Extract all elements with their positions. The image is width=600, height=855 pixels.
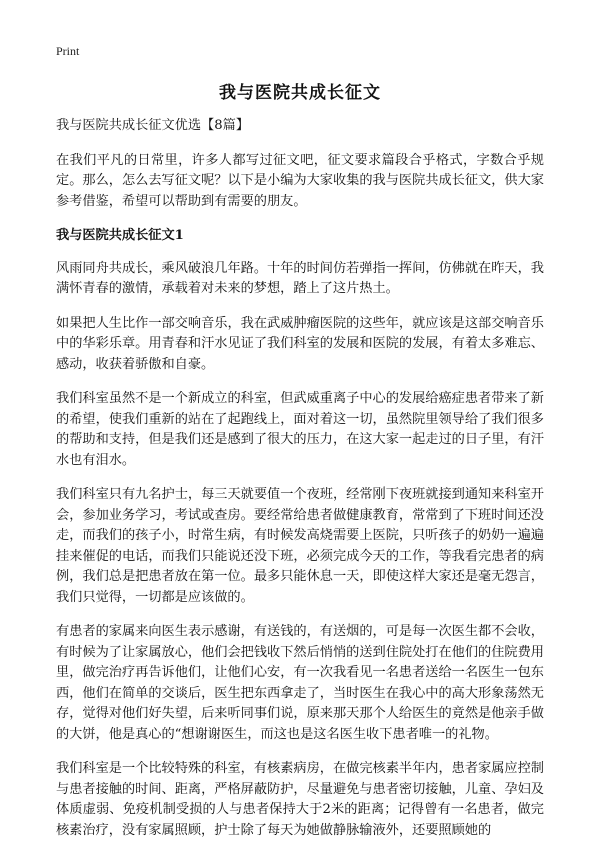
print-label: Print bbox=[56, 44, 80, 58]
body-paragraph: 有患者的家属来向医生表示感谢，有送钱的，有送烟的，可是每一次医生都不会收，有时候为了让家属放心，他们会把钱收下然后悄悄的送到住院处打在他们的住院费用里，做完治疗再告诉他们，让他们心安，有一次我看见一名患者送给一名医生一包东西，他们在简单的交谈后，医生把东西拿走了，当时医生在我心中的高大形象荡然无存，觉得对他们好失望，后来听同事们说，原来那天那个人给医生的竟然是他亲手做的大饼，他是真心的“想谢谢医生，而这也是这名医生收下患者唯一的礼物。 bbox=[56, 624, 544, 742]
body-paragraph: 风雨同舟共成长，乘风破浪几年路。十年的时间仿若弹指一挥间，仿佛就在昨天，我满怀青春的激情，承载着对未来的梦想，踏上了这片热土。 bbox=[56, 260, 544, 296]
document-body bbox=[56, 116, 544, 855]
body-paragraph: 我们科室虽然不是一个新成立的科室，但武威重离子中心的发展给癌症患者带来了新的希望，使我们重新的站在了起跑线上，面对着这一切，虽然院里领导给了我们很多的帮助和支持，但是我们还是感到了很大的压力，在这大家一起走过的日子里，有汗水也有泪水。 bbox=[56, 391, 544, 468]
body-paragraph: 如果把人生比作一部交响音乐，我在武威肿瘤医院的这些年，就应该是这部交响音乐中的华彩乐章。用青春和汗水见证了我们科室的发展和医院的发展，有着太多难忘、感动，收获着骄傲和自豪。 bbox=[56, 315, 544, 372]
document-subtitle: 我与医院共成长征文优选【8篇】 bbox=[56, 118, 250, 133]
body-paragraph: 我们科室只有九名护士，每三天就要值一个夜班，经常刚下夜班就接到通知来科室开会，参加业务学习，考试或查房。要经常给患者做健康教育，常常到了下班时间还没走，而我们的孩子小，时常生病，有时候发高烧需要上医院，只听孩子的奶奶一遍遍挂来催促的电话，而我们只能说还没下班，必须完成今天的工作，等我看完患者的病例，我们总是把患者放在第一位。最多只能休息一天，即使这样大家还是毫无怨言，我们只觉得，一切都是应该做的。 bbox=[56, 487, 544, 605]
section-heading: 我与医院共成长征文1 bbox=[56, 228, 184, 243]
intro-paragraph: 在我们平凡的日常里，许多人都写过征文吧，征文要求篇段合乎格式，字数合乎规定。那么，怎么去写征文呢？以下是小编为大家收集的我与医院共成长征文，供大家参考借鉴，希望可以帮助到有需要的朋友。 bbox=[56, 152, 544, 209]
body-paragraph: 我们科室是一个比较特殊的科室，有核素病房，在做完核素半年内，患者家属应控制与患者接触的时间、距离，严格屏蔽防护，尽量避免与患者密切接触，儿童、孕妇及体质虚弱、免疫机制受损的人与患者保持大于2米的距离；记得曾有一名患者，做完核素治疗，没有家属照顾，护士除了每天为她做静脉输液外，还要照顾她的 bbox=[56, 761, 544, 838]
document-title: 我与医院共成长征文 bbox=[219, 83, 381, 103]
